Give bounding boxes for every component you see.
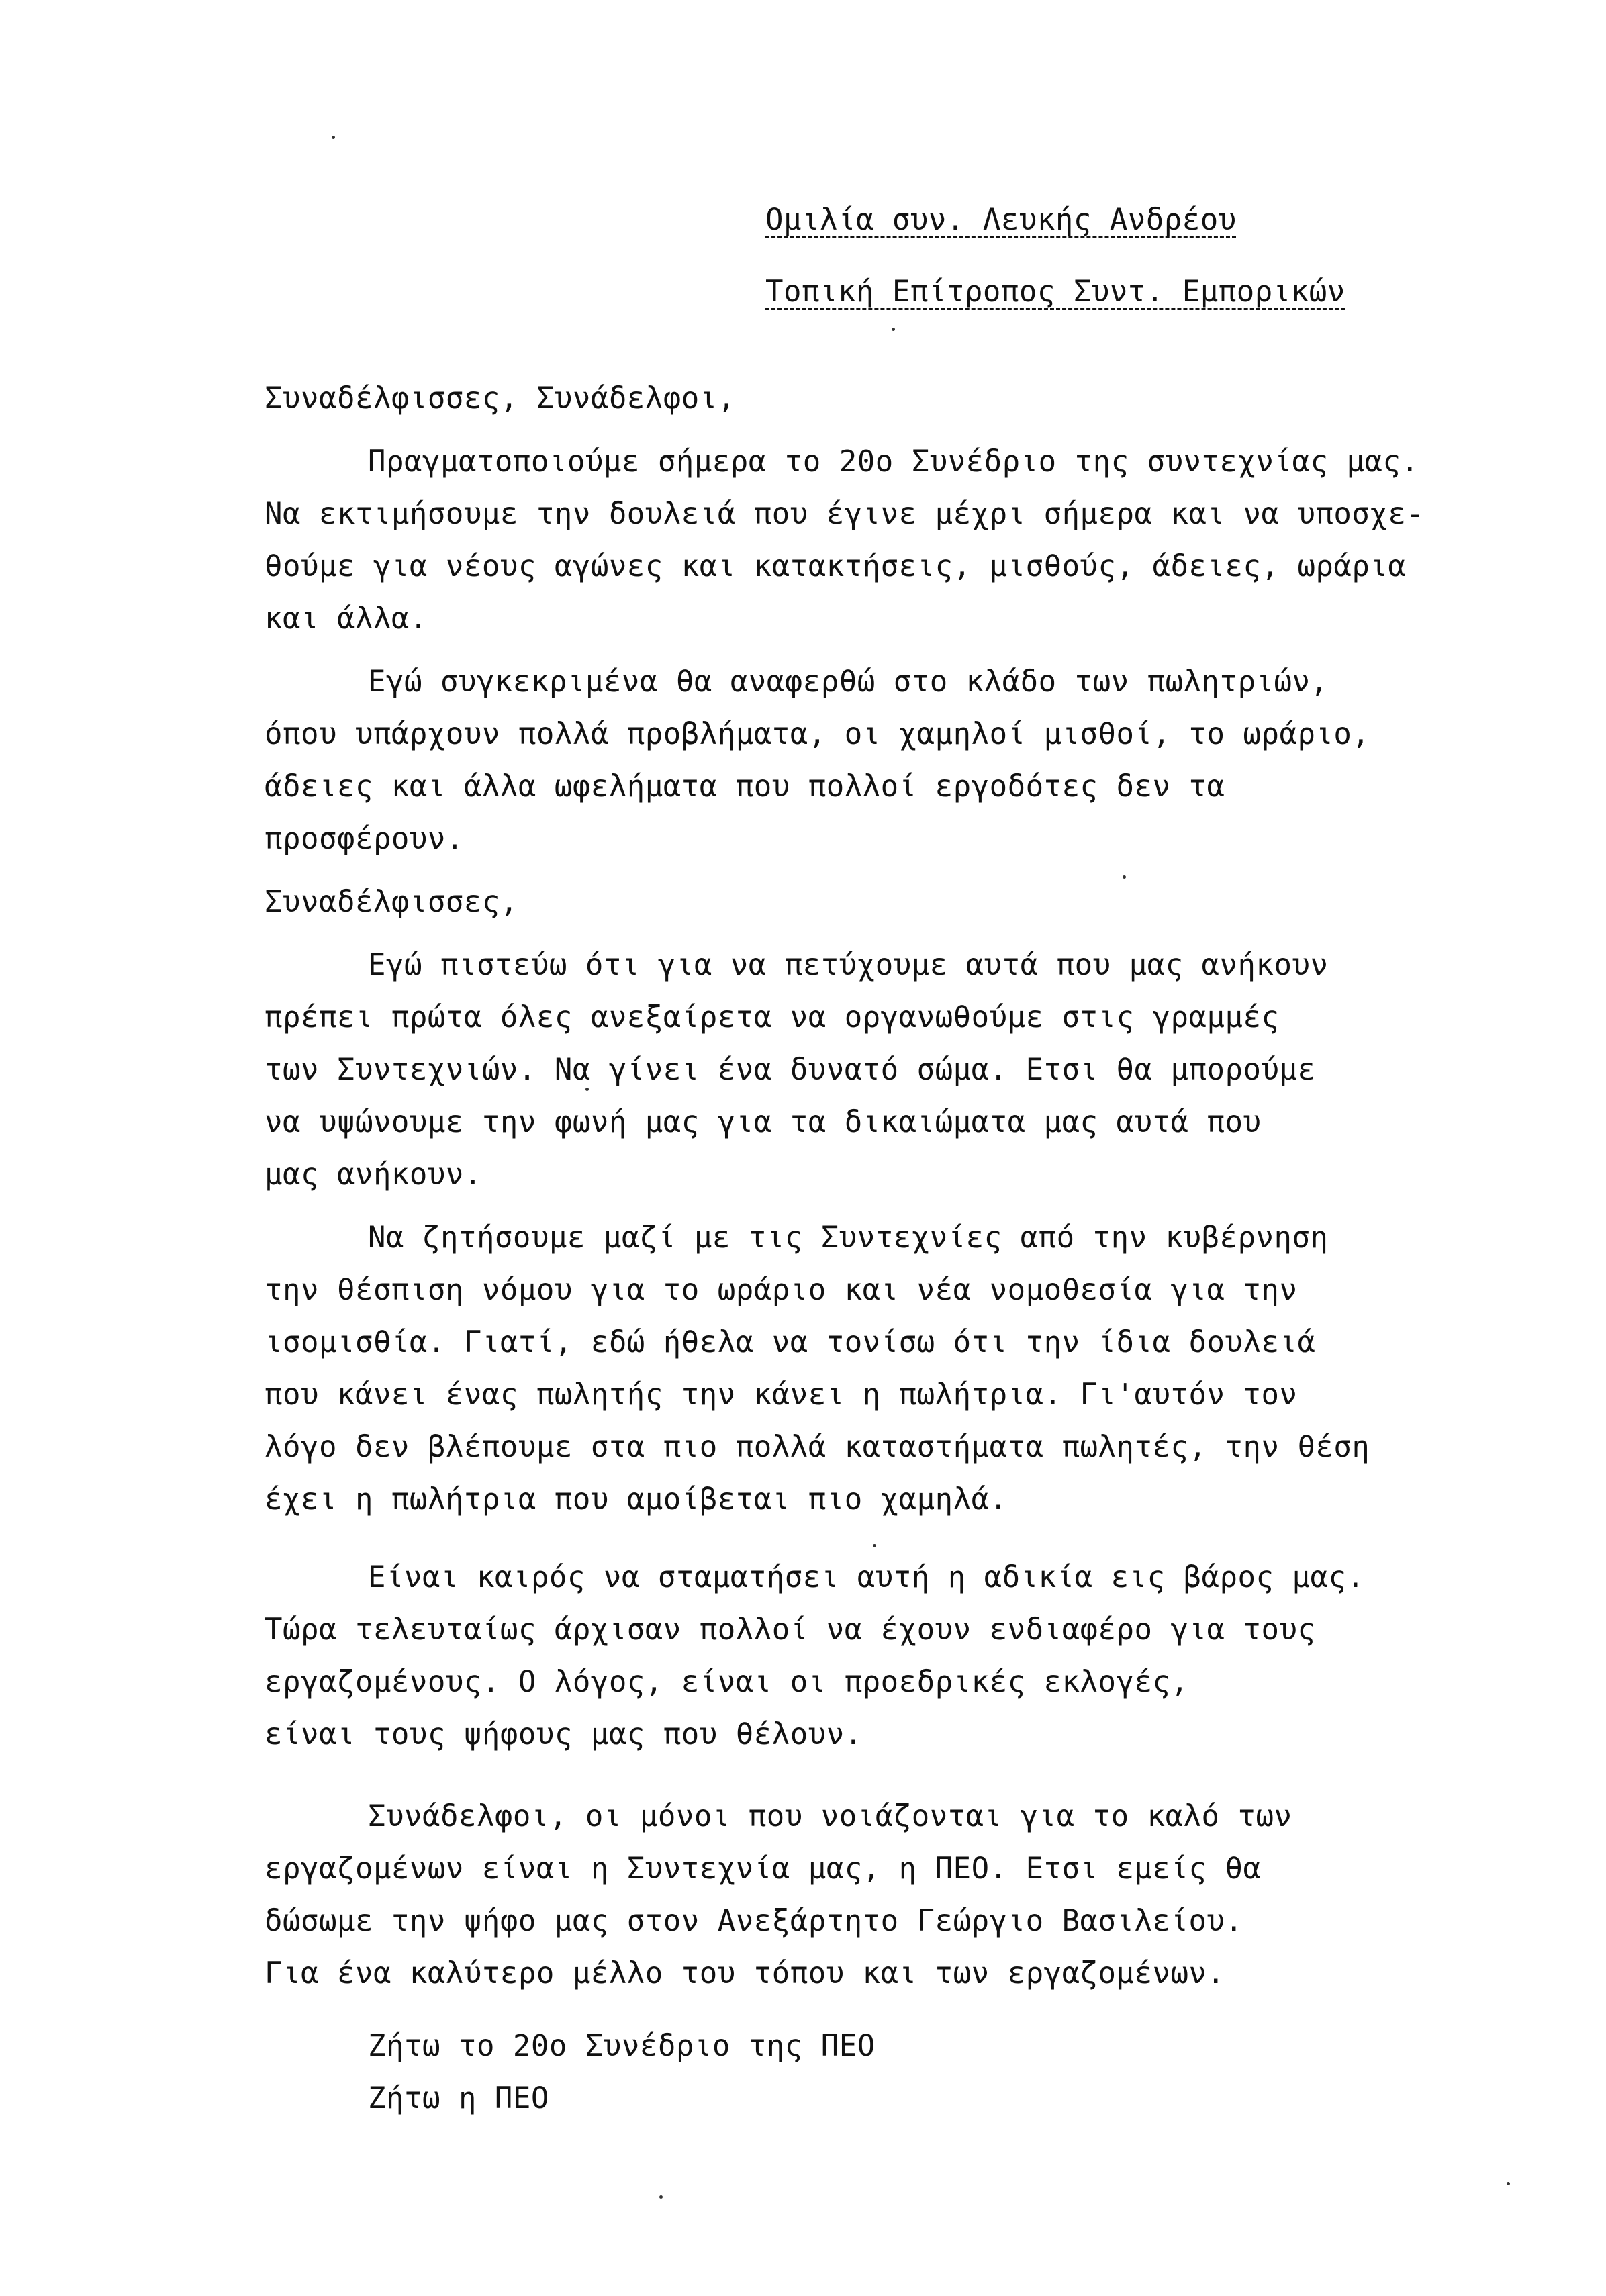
paragraph-2-line-1: Εγώ συγκεκριμένα θα αναφερθώ στο κλάδο των πωλητριών,	[368, 665, 1329, 699]
paragraph-4-line-3: ισομισθία. Γιατί, εδώ ήθελα να τονίσω ότι την ίδια δουλειά	[265, 1325, 1316, 1359]
paragraph-5-line-3: εργαζομένους. Ο λόγος, είναι οι προεδρικές εκλογές,	[265, 1665, 1189, 1699]
scan-speck	[332, 136, 335, 139]
paragraph-3-line-1: Εγώ πιστεύω ότι για να πετύχουμε αυτά που μας ανήκουν	[368, 948, 1329, 982]
paragraph-1-line-3: θούμε για νέους αγώνες και κατακτήσεις, μισθούς, άδειες, ωράρια	[265, 549, 1407, 583]
header-speaker-line: Ομιλία συν. Λευκής Ανδρέου	[765, 203, 1237, 237]
paragraph-4-line-4: που κάνει ένας πωλητής την κάνει η πωλήτρια. Γι'αυτόν τον	[265, 1378, 1298, 1412]
scan-speck	[892, 328, 895, 331]
paragraph-3-line-3: των Συντεχνιών. Να γίνει ένα δυνατό σώμα. Ετσι θα μπορούμε	[265, 1053, 1316, 1087]
scan-speck	[1507, 2182, 1510, 2185]
paragraph-6-line-4: Για ένα καλύτερο μέλλο του τόπου και των εργαζομένων.	[265, 1956, 1225, 1991]
scan-speck	[585, 1088, 589, 1091]
paragraph-4-line-6: έχει η πωλήτρια που αμοίβεται πιο χαμηλά.	[265, 1482, 1008, 1517]
paragraph-2-line-2: όπου υπάρχουν πολλά προβλήματα, οι χαμηλοί μισθοί, το ωράριο,	[265, 717, 1370, 751]
paragraph-4-line-5: λόγο δεν βλέπουμε στα πιο πολλά καταστήματα πωλητές, την θέση	[265, 1430, 1370, 1464]
scan-speck	[873, 1544, 876, 1547]
paragraph-2-line-4: προσφέρουν.	[265, 822, 464, 856]
paragraph-6-line-2: εργαζομένων είναι η Συντεχνία μας, η ΠΕΟ. Ετσι εμείς θα	[265, 1852, 1262, 1886]
paragraph-4-line-2: την θέσπιση νόμου για το ωράριο και νέα νομοθεσία για την	[265, 1273, 1298, 1307]
paragraph-6-line-1: Συνάδελφοι, οι μόνοι που νοιάζονται για το καλό των	[368, 1799, 1292, 1833]
paragraph-5-line-2: Τώρα τελευταίως άρχισαν πολλοί να έχουν ενδιαφέρο για τους	[265, 1613, 1316, 1647]
paragraph-1-line-1: Πραγματοποιούμε σήμερα το 20ο Συνέδριο της συντεχνίας μας.	[368, 444, 1419, 479]
paragraph-1-line-2: Να εκτιμήσουμε την δουλειά που έγινε μέχρι σήμερα και να υποσχε-	[265, 497, 1425, 531]
greeting-2-line: Συναδέλφισσες,	[265, 885, 518, 919]
paragraph-6-line-3: δώσωμε την ψήφο μας στον Ανεξάρτητο Γεώργιο Βασιλείου.	[265, 1904, 1243, 1938]
paragraph-3-line-4: να υψώνουμε την φωνή μας για τα δικαιώματα μας αυτά που	[265, 1105, 1262, 1139]
paragraph-4-line-1: Να ζητήσουμε μαζί με τις Συντεχνίες από την κυβέρνηση	[368, 1221, 1329, 1255]
scan-speck	[659, 2195, 663, 2199]
greeting-line: Συναδέλφισσες, Συνάδελφοι,	[265, 381, 736, 416]
paragraph-1-line-4: και άλλα.	[265, 602, 428, 636]
closing-line-1: Ζήτω το 20ο Συνέδριο της ΠΕΟ	[368, 2029, 876, 2063]
paragraph-5-line-1: Είναι καιρός να σταματήσει αυτή η αδικία εις βάρος μας.	[368, 1560, 1365, 1594]
paragraph-3-line-5: μας ανήκουν.	[265, 1157, 482, 1192]
scan-speck	[1123, 875, 1126, 879]
paragraph-2-line-3: άδειες και άλλα ωφελήματα που πολλοί εργοδότες δεν τα	[265, 769, 1225, 804]
paragraph-5-line-4: είναι τους ψήφους μας που θέλουν.	[265, 1717, 863, 1752]
paragraph-3-line-2: πρέπει πρώτα όλες ανεξαίρετα να οργανωθούμε στις γραμμές	[265, 1000, 1280, 1035]
header-role-line: Τοπική Επίτροπος Συντ. Εμπορικών	[765, 275, 1345, 309]
closing-line-2: Ζήτω η ΠΕΟ	[368, 2081, 549, 2115]
